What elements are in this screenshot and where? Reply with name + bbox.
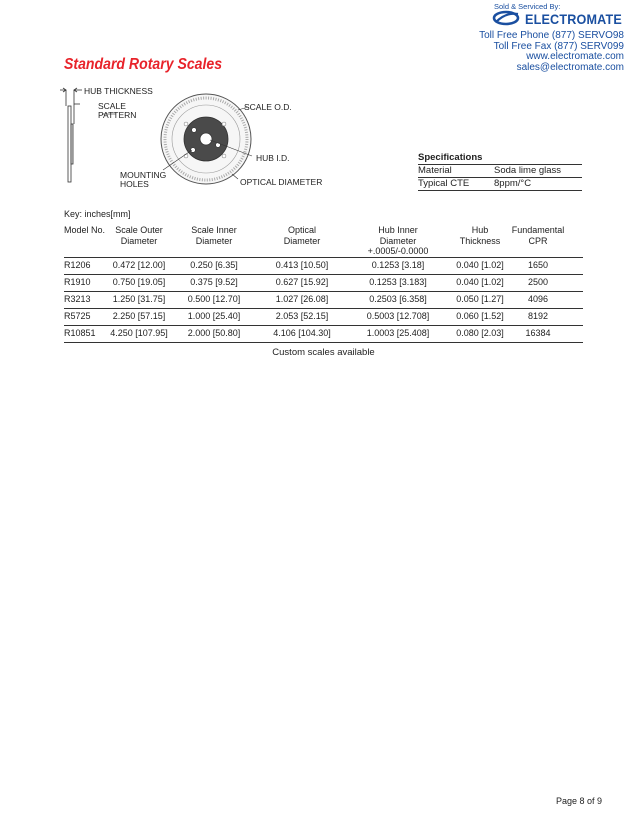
table-cell: 1.027 [26.08] bbox=[275, 294, 329, 304]
spec-value: 8ppm/°C bbox=[494, 178, 532, 189]
label-hub-id: HUB I.D. bbox=[256, 153, 290, 163]
table-row bbox=[64, 309, 583, 326]
spec-label: Typical CTE bbox=[418, 178, 470, 189]
header-model-no: Model No. bbox=[64, 225, 106, 235]
units-key: Key: inches[mm] bbox=[64, 209, 131, 219]
table-cell: 2.053 [52.15] bbox=[275, 311, 329, 321]
table-cell: 0.750 [19.05] bbox=[112, 277, 166, 287]
label-hub-thickness: HUB THICKNESS bbox=[84, 86, 153, 96]
custom-scales-note: Custom scales available bbox=[272, 347, 375, 358]
sold-serviced-label: Sold & Serviced By: bbox=[494, 2, 561, 11]
table-cell: 0.375 [9.52] bbox=[190, 277, 238, 287]
table-cell: 8192 bbox=[527, 311, 549, 321]
table-cell: 1.0003 [25.408] bbox=[366, 328, 430, 338]
rotary-scale-diagram bbox=[60, 84, 360, 194]
table-cell: 16384 bbox=[525, 328, 551, 338]
table-cell: R1910 bbox=[64, 277, 91, 287]
table-row bbox=[64, 326, 583, 343]
table-cell: 4096 bbox=[527, 294, 549, 304]
website-link[interactable]: www.electromate.com bbox=[526, 51, 624, 62]
scales-table bbox=[64, 225, 583, 343]
label-scale-pattern-2: PATTERN bbox=[98, 110, 137, 120]
table-cell: 0.627 [15.92] bbox=[275, 277, 329, 287]
table-cell: 0.060 [1.52] bbox=[456, 311, 504, 321]
header-fundamental-cpr: Fundamental CPR bbox=[511, 225, 565, 246]
side-view bbox=[60, 88, 82, 182]
brand-name: ELECTROMATE bbox=[525, 11, 622, 27]
table-row bbox=[64, 258, 583, 275]
header-hub-thickness: Hub Thickness bbox=[459, 225, 501, 246]
table-cell: 2500 bbox=[527, 277, 549, 287]
header-scale-inner-diameter: Scale Inner Diameter bbox=[191, 225, 237, 246]
table-cell: 1.250 [31.75] bbox=[112, 294, 166, 304]
table-cell: 0.040 [1.02] bbox=[456, 260, 504, 270]
table-cell: R1206 bbox=[64, 260, 91, 270]
table-cell: 1650 bbox=[527, 260, 549, 270]
table-cell: 0.080 [2.03] bbox=[456, 328, 504, 338]
label-scale-pattern-1: SCALE bbox=[98, 101, 126, 111]
table-row bbox=[64, 292, 583, 309]
label-scale-od: SCALE O.D. bbox=[244, 102, 292, 112]
table-cell: R3213 bbox=[64, 294, 91, 304]
label-mounting-holes-1: MOUNTING bbox=[120, 170, 167, 180]
table-cell: 0.472 [12.00] bbox=[112, 260, 166, 270]
email-link[interactable]: sales@electromate.com bbox=[516, 61, 624, 73]
specifications-heading: Specifications bbox=[418, 152, 582, 165]
electromate-logo bbox=[492, 9, 622, 29]
table-cell: 0.050 [1.27] bbox=[456, 294, 504, 304]
table-cell: 2.000 [50.80] bbox=[187, 328, 241, 338]
table-cell: 0.1253 [3.18] bbox=[371, 260, 425, 270]
label-mounting-holes-2: HOLES bbox=[120, 179, 149, 189]
toll-free-fax: Toll Free Fax (877) SERV099 bbox=[493, 40, 624, 52]
toll-free-phone: Toll Free Phone (877) SERVO98 bbox=[479, 30, 624, 41]
table-cell: 0.500 [12.70] bbox=[187, 294, 241, 304]
table-cell: 0.040 [1.02] bbox=[456, 277, 504, 287]
table-cell: 0.5003 [12.708] bbox=[366, 311, 430, 321]
spec-label: Material bbox=[418, 165, 452, 176]
table-cell: 4.106 [104.30] bbox=[273, 328, 331, 338]
table-cell: 4.250 [107.95] bbox=[110, 328, 168, 338]
table-cell: R5725 bbox=[64, 311, 91, 321]
header-hub-inner-diameter: Hub Inner Diameter +.0005/-0.0000 bbox=[367, 225, 429, 256]
page-number: Page 8 of 9 bbox=[555, 796, 602, 806]
spec-row bbox=[418, 165, 582, 178]
disc-front-view bbox=[161, 94, 251, 184]
table-cell: 1.000 [25.40] bbox=[187, 311, 241, 321]
table-cell: 0.413 [10.50] bbox=[275, 260, 329, 270]
table-cell: 0.250 [6.35] bbox=[190, 260, 238, 270]
header-optical-diameter: Optical Diameter bbox=[283, 225, 321, 246]
header-scale-outer-diameter: Scale Outer Diameter bbox=[115, 225, 163, 246]
label-optical-diameter: OPTICAL DIAMETER bbox=[240, 177, 323, 187]
table-cell: R10851 bbox=[64, 328, 96, 338]
contact-block bbox=[424, 31, 624, 73]
electromate-swoosh-icon bbox=[492, 9, 522, 27]
spec-row bbox=[418, 178, 582, 191]
page-title: Standard Rotary Scales bbox=[64, 56, 223, 73]
table-row bbox=[64, 275, 583, 292]
specifications-table bbox=[418, 152, 582, 191]
table-cell: 2.250 [57.15] bbox=[112, 311, 166, 321]
table-cell: 0.1253 [3.183] bbox=[369, 277, 427, 287]
table-cell: 0.2503 [6.358] bbox=[369, 294, 427, 304]
spec-value: Soda lime glass bbox=[494, 165, 562, 176]
table-header bbox=[64, 225, 583, 258]
